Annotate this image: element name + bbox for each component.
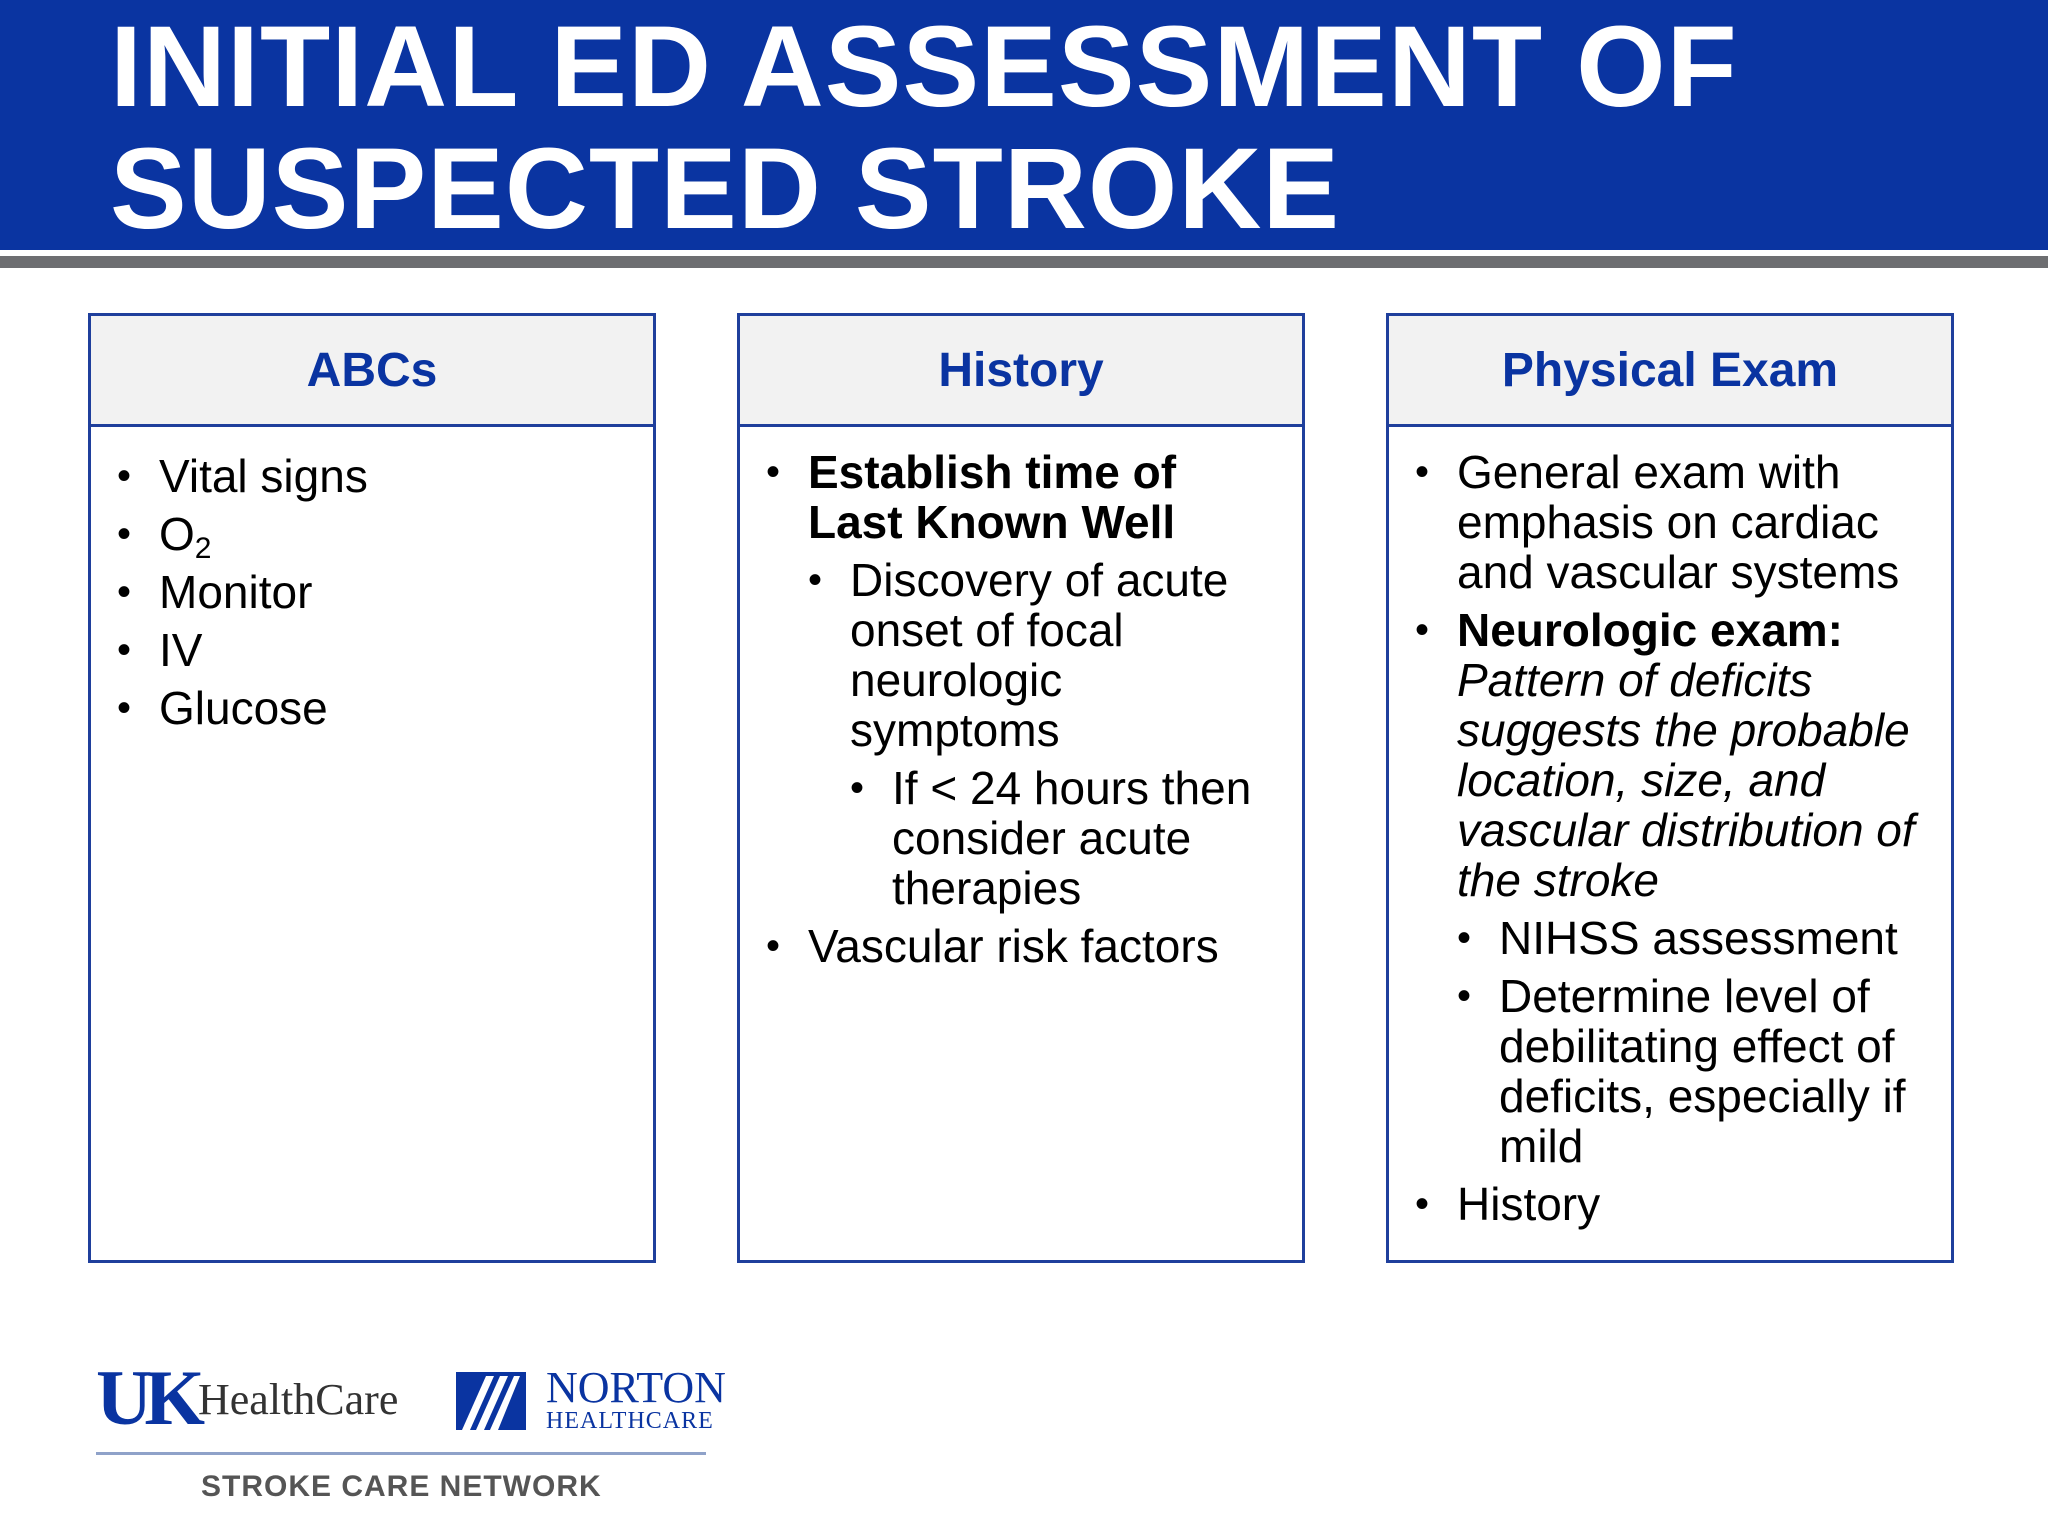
title-line-2: SUSPECTED STROKE: [110, 125, 1341, 253]
norton-text: NORTON: [546, 1363, 726, 1412]
list-item: • History: [1415, 1179, 1931, 1229]
list-item: • IV: [117, 621, 633, 679]
footer-logo: [96, 1354, 726, 1510]
list-item: • Vital signs: [117, 447, 633, 505]
list-item: • Establish time of Last Known Well • Discovery of acute onset of focal neurologic symptoms • If < 24 hours then consider acute therapies: [766, 447, 1282, 913]
title-line-1: INITIAL ED ASSESSMENT OF: [110, 3, 1738, 131]
history-list: [766, 447, 1282, 971]
abcs-card-title: ABCs: [306, 343, 438, 397]
abcs-list: [117, 447, 633, 737]
uk-logo-icon: UK: [96, 1354, 197, 1441]
list-item: • Vascular risk factors: [766, 921, 1282, 971]
physical-exam-list: [1415, 447, 1931, 1229]
title-divider: [0, 256, 2048, 268]
list-item: • Neurologic exam: Pattern of deficits suggests the probable location, size, and vascular distribution of the stroke • NIHSS assessment • Determine level of debilitating effect of deficits, especially if mild: [1415, 605, 1931, 1171]
abcs-card-header: [91, 316, 653, 427]
list-item: • General exam with emphasis on cardiac and vascular systems: [1415, 447, 1931, 597]
list-item: • Glucose: [117, 679, 633, 737]
history-card-body: [740, 427, 1302, 971]
abcs-card: [88, 313, 656, 1263]
norton-logo-icon: [456, 1372, 526, 1430]
history-card: [737, 313, 1305, 1263]
list-item: • Discovery of acute onset of focal neurologic symptoms • If < 24 hours then consider acute therapies: [808, 555, 1282, 913]
list-item: • Monitor: [117, 563, 633, 621]
physical-exam-card: [1386, 313, 1954, 1263]
history-card-header: [740, 316, 1302, 427]
physical-exam-card-header: [1389, 316, 1951, 427]
list-item: • Determine level of debilitating effect of deficits, especially if mild: [1457, 971, 1931, 1171]
healthcare-text: HealthCare: [198, 1375, 399, 1424]
physical-exam-card-title: Physical Exam: [1501, 343, 1839, 397]
footer-divider: [96, 1452, 706, 1455]
stroke-care-network-text: STROKE CARE NETWORK: [201, 1470, 602, 1503]
list-item: • If < 24 hours then consider acute therapies: [850, 763, 1282, 913]
list-item: • NIHSS assessment: [1457, 913, 1931, 963]
list-item: • $O_2$: [117, 505, 633, 563]
history-card-title: History: [938, 343, 1104, 397]
title-bar: [0, 0, 2048, 253]
physical-exam-card-body: [1389, 427, 1951, 1229]
page-title: [110, 3, 1738, 253]
abcs-card-body: [91, 427, 653, 737]
norton-sub-text: HEALTHCARE: [546, 1408, 714, 1434]
